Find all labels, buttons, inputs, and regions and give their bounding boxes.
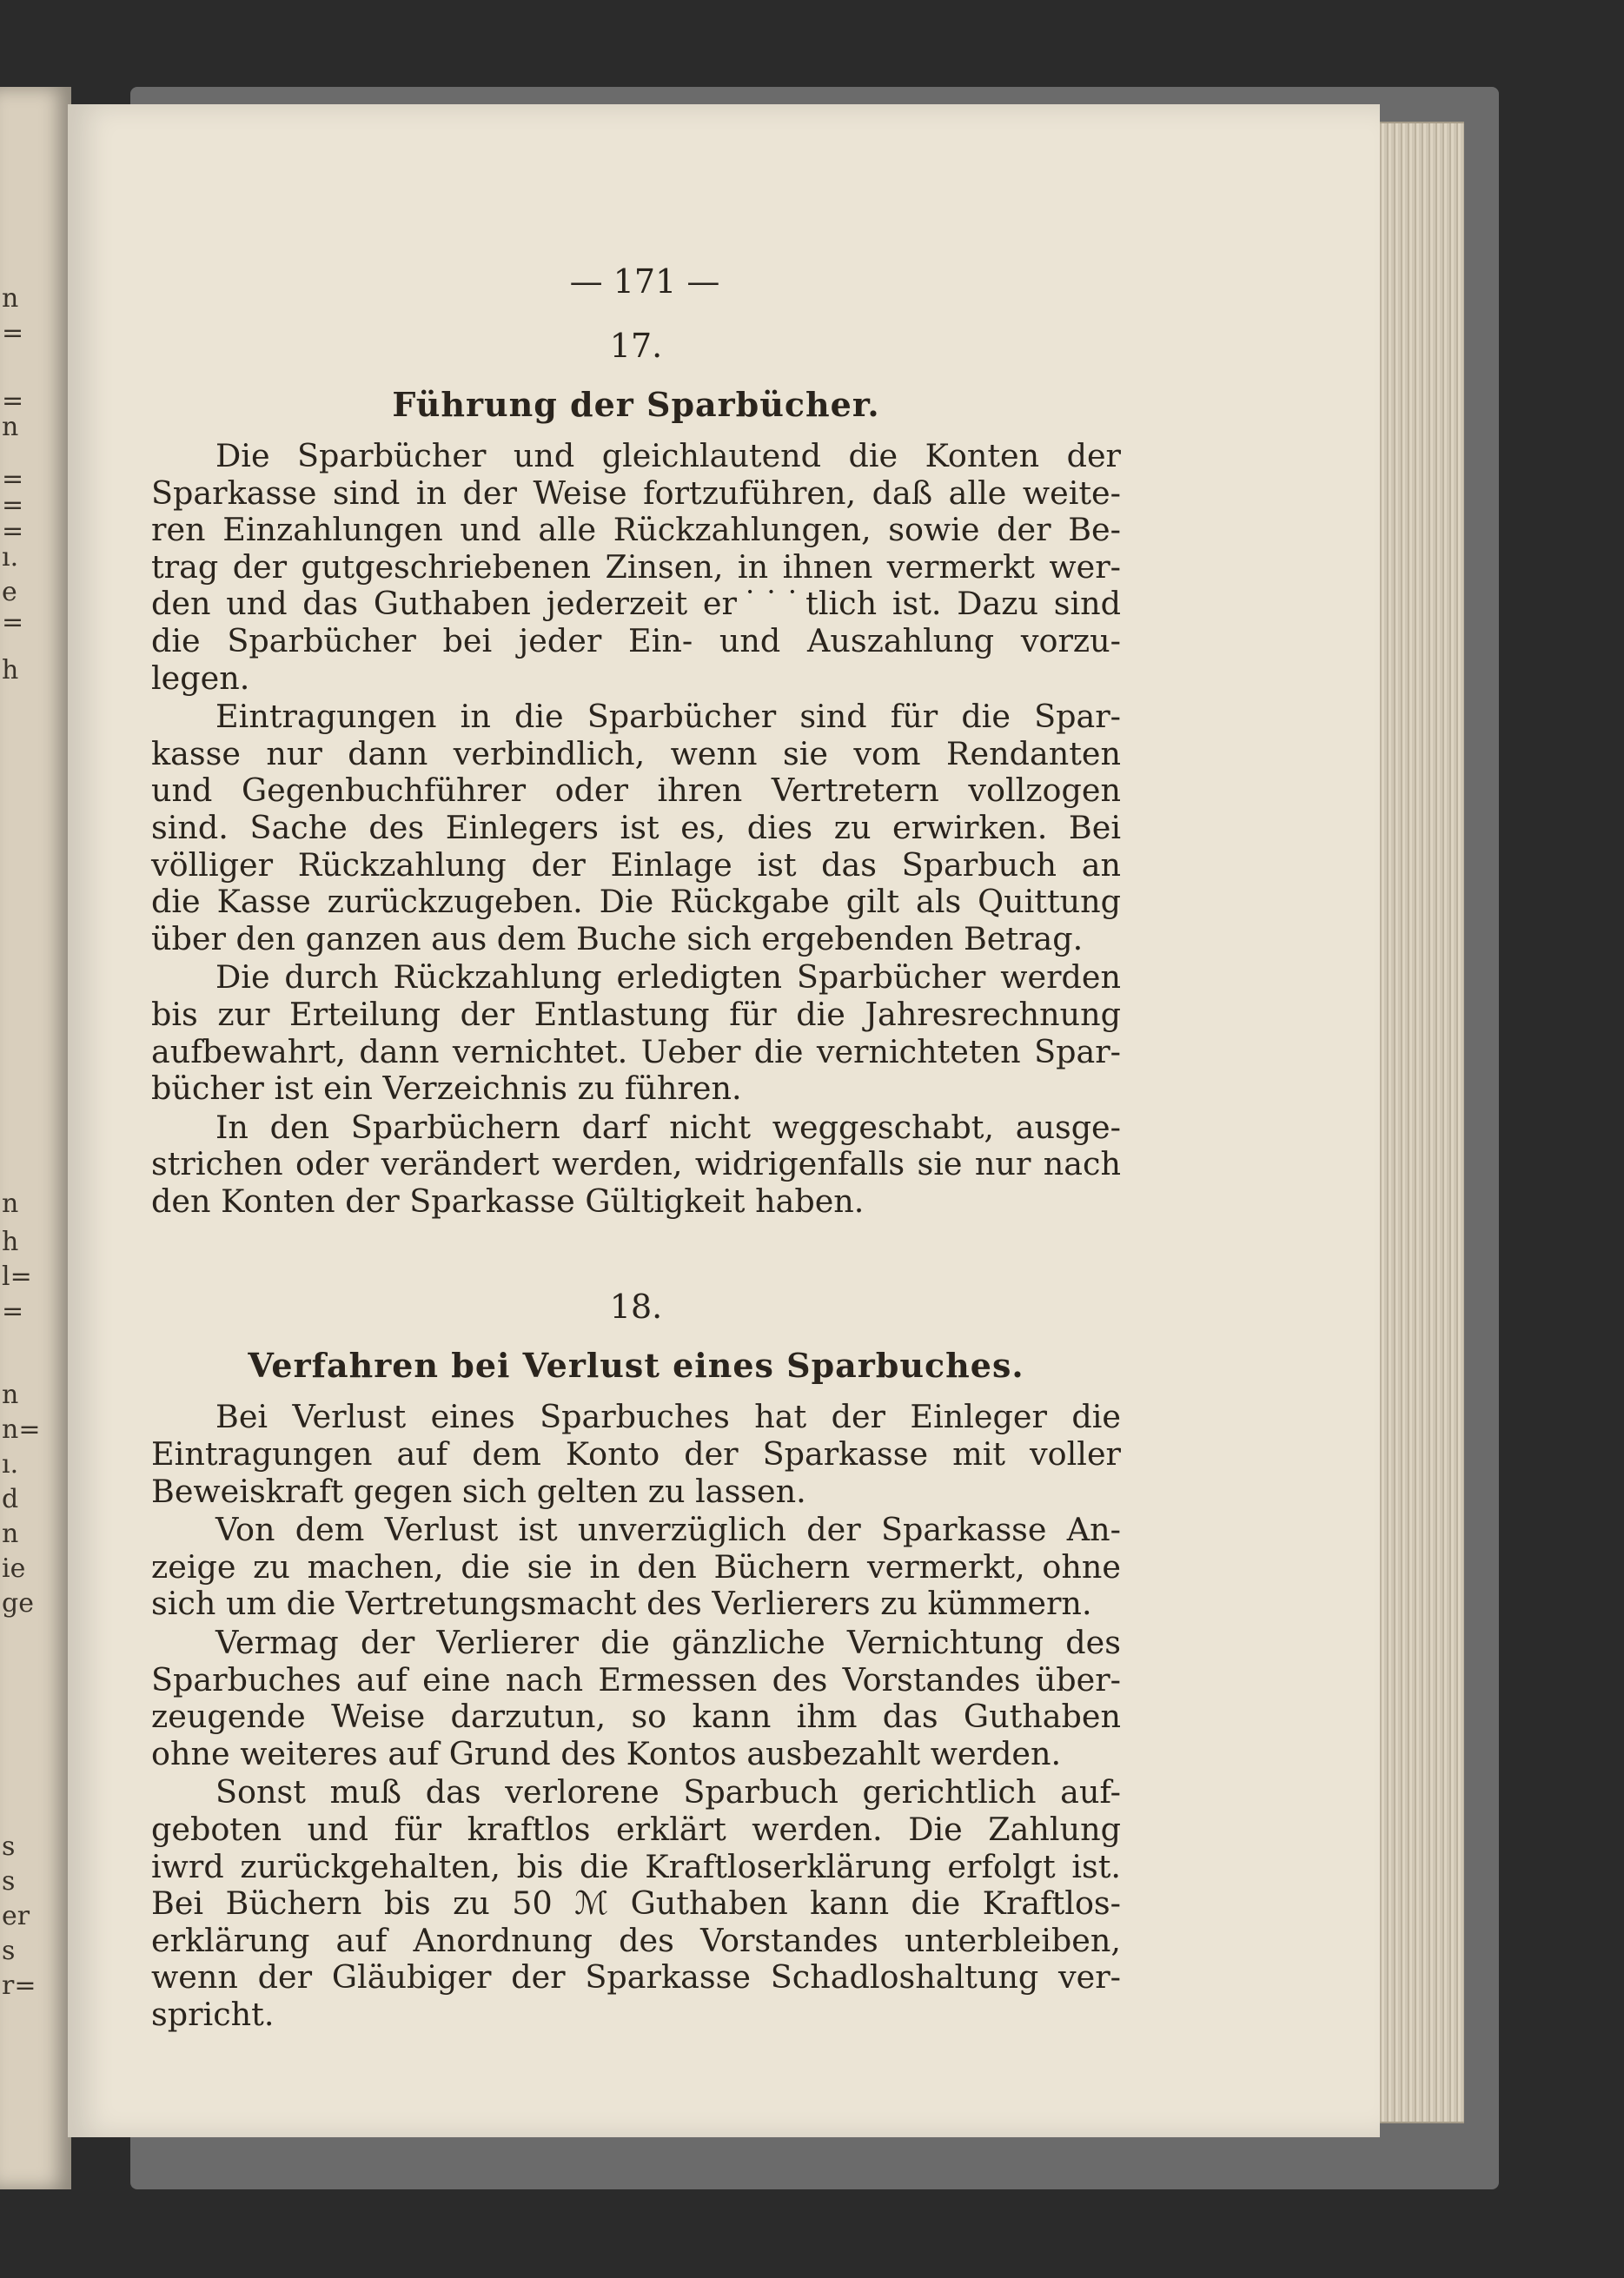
- text-line: bücher ist ein Verzeichnis zu führen.: [151, 1069, 742, 1108]
- text-line: sich um die Vertretungsmacht des Verlierers zu kümmern.: [151, 1585, 1092, 1623]
- margin-letter: ı.: [2, 542, 19, 573]
- text-line: Sparbuches auf eine nach Ermessen des Vorstandes über-: [151, 1660, 1121, 1699]
- text-line: spricht.: [151, 1995, 275, 2033]
- text-line: Vermag der Verlierer die gänzliche Vernichtung des: [215, 1624, 1121, 1662]
- text-line: Bei Büchern bis zu 50 ℳ Guthaben kann die Kraftlos-: [151, 1884, 1121, 1923]
- margin-letter: n: [2, 283, 19, 314]
- margin-letter: ge: [2, 1588, 34, 1619]
- margin-letter: l=: [2, 1262, 32, 1292]
- margin-letter: =: [2, 516, 24, 546]
- section-title: Verfahren bei Verlust eines Sparbuches.: [248, 1346, 1024, 1386]
- section-title: Führung der Sparbücher.: [392, 385, 880, 424]
- margin-letter: s: [2, 1866, 16, 1897]
- paragraph: [151, 438, 1121, 697]
- paragraph: [151, 959, 1121, 1107]
- text-line: geboten und für kraftlos erklärt werden. Die Zahlung: [151, 1811, 1121, 1848]
- margin-letter: d: [2, 1484, 19, 1514]
- text-line: ohne weiteres auf Grund des Kontos ausbezahlt werden.: [151, 1734, 1062, 1772]
- text-line: legen.: [151, 659, 250, 697]
- text-line: wenn der Gläubiger der Sparkasse Schadloshaltung ver-: [151, 1958, 1121, 1997]
- margin-letter: ı.: [2, 1449, 19, 1480]
- book-page: [68, 104, 1380, 2137]
- paragraph: [151, 1774, 1121, 2033]
- text-line: völliger Rückzahlung der Einlage ist das Sparbuch an: [151, 845, 1121, 884]
- text-line: die Kasse zurückzugeben. Die Rückgabe gilt als Quittung: [151, 883, 1121, 921]
- left-page-fragment: [0, 87, 71, 2189]
- paragraph: [151, 699, 1121, 957]
- paragraph: [151, 1109, 1121, 1221]
- margin-letter: n: [2, 412, 19, 442]
- text-line: strichen oder verändert werden, widrigenfalls sie nur nach: [151, 1145, 1121, 1183]
- text-line: aufbewahrt, dann vernichtet. Ueber die vernichteten Spar-: [151, 1032, 1121, 1070]
- text-line: den und das Guthaben jederzeit er˙˙˙tlich ist. Dazu sind: [151, 585, 1121, 623]
- margin-letter: r=: [2, 1970, 36, 2001]
- left-page-margin-letters: [2, 87, 63, 2189]
- text-line: trag der gutgeschriebenen Zinsen, in ihnen vermerkt wer-: [151, 547, 1121, 586]
- margin-letter: =: [2, 318, 24, 348]
- text-line: Sonst muß das verlorene Sparbuch gerichtlich auf-: [215, 1773, 1121, 1811]
- margin-letter: s: [2, 1831, 16, 1862]
- margin-letter: =: [2, 386, 24, 416]
- text-line: Bei Verlust eines Sparbuches hat der Einleger die: [215, 1398, 1121, 1436]
- text-line: sind. Sache des Einlegers ist es, dies zu erwirken. Bei: [151, 808, 1121, 846]
- text-line: iwrd zurückgehalten, bis die Kraftloserklärung erfolgt ist.: [151, 1847, 1121, 1885]
- text-line: Eintragungen in die Sparbücher sind für die Spar-: [215, 698, 1121, 736]
- text-line: kasse nur dann verbindlich, wenn sie vom Rendanten: [151, 734, 1121, 772]
- paragraph: [151, 1512, 1121, 1623]
- margin-letter: n=: [2, 1414, 41, 1445]
- text-line: Die durch Rückzahlung erledigten Sparbücher werden: [215, 958, 1121, 997]
- paragraph: [151, 1625, 1121, 1772]
- text-line: den Konten der Sparkasse Gültigkeit haben.: [151, 1182, 865, 1220]
- text-line: zeige zu machen, die sie in den Büchern vermerkt, ohne: [151, 1547, 1121, 1586]
- section-number: 18.: [609, 1288, 663, 1327]
- text-line: Von dem Verlust ist unverzüglich der Sparkasse An-: [215, 1511, 1121, 1549]
- text-line: Sparkasse sind in der Weise fortzuführen, daß alle weite-: [151, 473, 1121, 512]
- margin-letter: er: [2, 1901, 30, 1931]
- text-line: erklärung auf Anordnung des Vorstandes unterbleiben,: [151, 1921, 1121, 1959]
- margin-letter: h: [2, 655, 19, 685]
- text-line: bis zur Erteilung der Entlastung für die Jahresrechnung: [151, 995, 1121, 1033]
- margin-letter: n: [2, 1380, 19, 1410]
- margin-letter: n: [2, 1519, 19, 1549]
- text-line: Beweiskraft gegen sich gelten zu lassen.: [151, 1472, 806, 1510]
- section-number: 17.: [609, 327, 663, 365]
- text-line: ren Einzahlungen und alle Rückzahlungen, sowie der Be-: [151, 511, 1121, 549]
- paragraph: [151, 1399, 1121, 1510]
- page-text: [151, 252, 1121, 2034]
- margin-letter: s: [2, 1936, 16, 1966]
- text-line: In den Sparbüchern darf nicht weggeschabt, ausge-: [215, 1108, 1121, 1146]
- margin-letter: =: [2, 1296, 24, 1327]
- text-line: und Gegenbuchführer oder ihren Vertretern vollzogen: [151, 771, 1121, 810]
- margin-letter: h: [2, 1227, 19, 1257]
- margin-letter: =: [2, 490, 24, 520]
- text-line: zeugende Weise darzutun, so kann ihm das Guthaben: [151, 1698, 1121, 1736]
- margin-letter: =: [2, 607, 24, 638]
- margin-letter: ie: [2, 1553, 26, 1584]
- margin-letter: =: [2, 464, 24, 494]
- margin-letter: n: [2, 1189, 19, 1219]
- page-edges: [1377, 122, 1464, 2123]
- text-line: Eintragungen auf dem Konto der Sparkasse mit voller: [151, 1435, 1121, 1473]
- page-number: — 171 —: [569, 262, 720, 301]
- margin-letter: e: [2, 577, 17, 607]
- text-line: Die Sparbücher und gleichlautend die Konten der: [215, 437, 1121, 474]
- text-line: die Sparbücher bei jeder Ein- und Auszahlung vorzu-: [151, 621, 1121, 659]
- text-line: über den ganzen aus dem Buche sich ergebenden Betrag.: [151, 919, 1084, 957]
